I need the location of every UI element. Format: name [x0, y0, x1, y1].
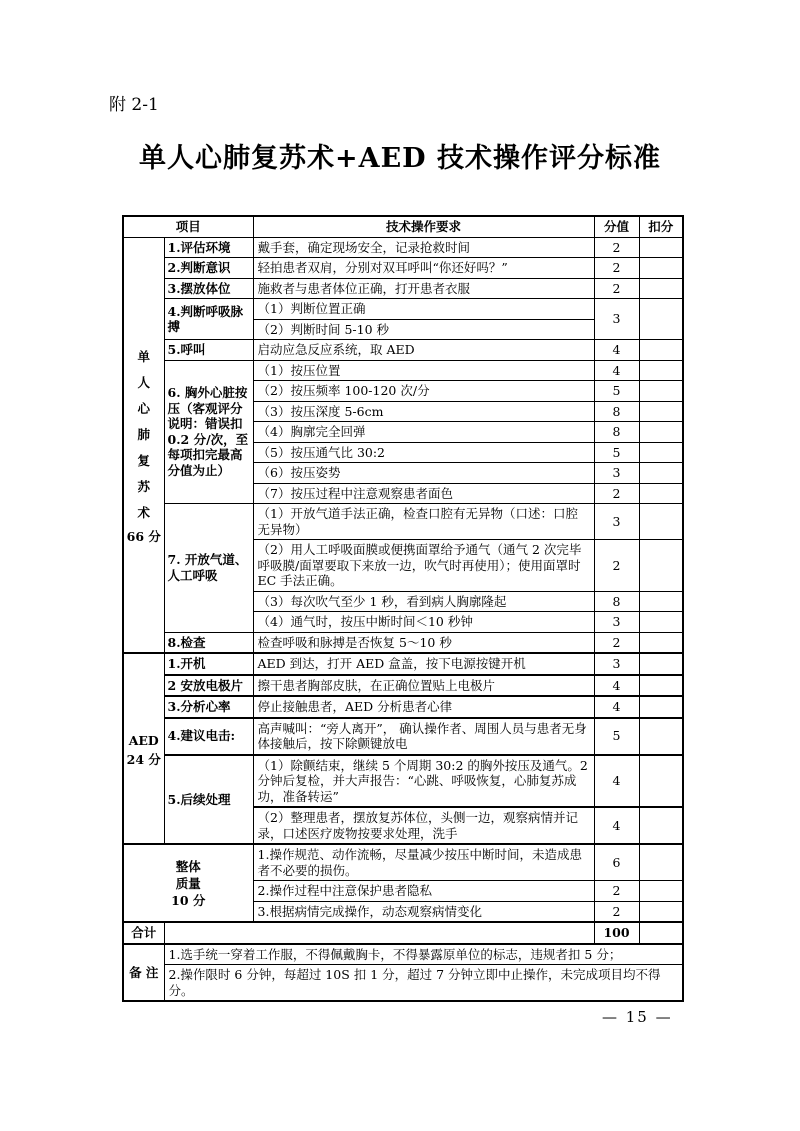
score-cell: 2	[594, 483, 639, 504]
item-name-cell: 5.呼叫	[164, 340, 253, 361]
requirement-cell: 1.操作规范、动作流畅，尽量减少按压中断时间，未造成患者不必要的损伤。	[253, 844, 594, 881]
score-table-body	[123, 237, 683, 1001]
deduction-cell	[639, 675, 683, 697]
item-name-cell: 1.开机	[164, 653, 253, 675]
deduction-cell	[639, 612, 683, 633]
requirement-cell: （2）用人工呼吸面膜或便携面罩给予通气（通气 2 次完毕呼吸膜/面罩要取下来放一边，吹气时再使用）；使用面罩时 EC 手法正确。	[253, 540, 594, 592]
deduction-cell	[639, 258, 683, 279]
deduction-cell	[639, 360, 683, 381]
table-row	[123, 632, 683, 653]
requirement-cell: （7）按压过程中注意观察患者面色	[253, 483, 594, 504]
deduction-cell	[639, 591, 683, 612]
score-cell: 4	[594, 696, 639, 718]
deduction-cell	[639, 653, 683, 675]
deduction-cell	[639, 483, 683, 504]
score-cell: 6	[594, 844, 639, 881]
requirement-cell: （1）判断位置正确	[253, 299, 594, 320]
header-requirement: 技术操作要求	[253, 216, 594, 237]
score-cell: 5	[594, 381, 639, 402]
note-line-cell: 2.操作限时 6 分钟，每超过 10S 扣 1 分，超过 7 分钟立即中止操作，未完成项目均不得分。	[164, 965, 683, 1002]
notes-label-cell: 备 注	[123, 944, 164, 1002]
score-cell: 2	[594, 901, 639, 922]
requirement-cell: 启动应急反应系统，取 AED	[253, 340, 594, 361]
requirement-cell: 2.操作过程中注意保护患者隐私	[253, 881, 594, 902]
table-row	[123, 299, 683, 320]
header-deduction: 扣分	[639, 216, 683, 237]
deduction-cell	[639, 340, 683, 361]
total-label-cell: 合计	[123, 922, 164, 944]
requirement-cell: 检查呼吸和脉搏是否恢复 5～10 秒	[253, 632, 594, 653]
table-row	[123, 360, 683, 381]
section-label-cell: AED 24 分	[123, 653, 164, 844]
score-cell: 8	[594, 591, 639, 612]
requirement-cell: （2）按压频率 100-120 次/分	[253, 381, 594, 402]
requirement-cell: （5）按压通气比 30:2	[253, 442, 594, 463]
requirement-cell: （1）开放气道手法正确，检查口腔有无异物（口述：口腔无异物）	[253, 504, 594, 540]
requirement-cell: （1）按压位置	[253, 360, 594, 381]
item-name-cell: 2.判断意识	[164, 258, 253, 279]
item-name-cell: 5.后续处理	[164, 755, 253, 845]
page-title: 单人心肺复苏术+AED 技术操作评分标准	[139, 143, 661, 174]
requirement-cell: （3）每次吹气至少 1 秒，看到病人胸廓隆起	[253, 591, 594, 612]
score-cell: 2	[594, 237, 639, 258]
deduction-cell	[639, 881, 683, 902]
deduction-cell	[639, 901, 683, 922]
score-cell: 4	[594, 675, 639, 697]
table-row	[123, 718, 683, 755]
table-header-row	[123, 216, 683, 237]
score-cell: 2	[594, 632, 639, 653]
header-item: 项目	[123, 216, 253, 237]
table-row	[123, 504, 683, 540]
score-cell: 3	[594, 653, 639, 675]
section-label-cell: 整体 质量 10 分	[123, 844, 253, 922]
requirement-cell: 高声喊叫：“旁人离开”， 确认操作者、周围人员与患者无身体接触后，按下除颤键放电	[253, 718, 594, 755]
deduction-cell	[639, 299, 683, 340]
table-row	[123, 340, 683, 361]
deduction-cell	[639, 696, 683, 718]
requirement-cell: （3）按压深度 5-6cm	[253, 401, 594, 422]
score-cell: 2	[594, 881, 639, 902]
requirement-cell: （1）除颤结束，继续 5 个周期 30:2 的胸外按压及通气。2 分钟后复检，并大声报告：“心跳、呼吸恢复，心肺复苏成功，准备转运”	[253, 755, 594, 808]
table-row	[123, 696, 683, 718]
item-name-cell: 4.建议电击:	[164, 718, 253, 755]
header-score: 分值	[594, 216, 639, 237]
item-name-cell: 2 安放电极片	[164, 675, 253, 697]
requirement-cell: （2）判断时间 5-10 秒	[253, 319, 594, 340]
table-row	[123, 755, 683, 808]
item-name-cell: 3.分析心率	[164, 696, 253, 718]
score-cell: 5	[594, 718, 639, 755]
deduction-cell	[639, 401, 683, 422]
deduction-cell	[639, 632, 683, 653]
requirement-cell: 3.根据病情完成操作，动态观察病情变化	[253, 901, 594, 922]
deduction-cell	[639, 422, 683, 443]
table-row	[123, 965, 683, 1002]
score-cell: 4	[594, 755, 639, 808]
item-name-cell: 6. 胸外心脏按压（客观评分说明：错误扣 0.2 分/次，至每项扣完最高分值为止）	[164, 360, 253, 504]
table-row	[123, 258, 683, 279]
page-number: — 15 —	[602, 1008, 673, 1026]
requirement-cell: （2）整理患者，摆放复苏体位，头侧一边，观察病情并记录，口述医疗废物按要求处理，洗手	[253, 807, 594, 844]
score-cell: 3	[594, 612, 639, 633]
item-name-cell: 3.摆放体位	[164, 278, 253, 299]
deduction-cell	[639, 442, 683, 463]
requirement-cell: 擦干患者胸部皮肤，在正确位置贴上电极片	[253, 675, 594, 697]
score-cell: 4	[594, 807, 639, 844]
score-cell: 4	[594, 340, 639, 361]
deduction-cell	[639, 504, 683, 540]
deduction-cell	[639, 540, 683, 592]
total-empty-cell	[164, 922, 594, 944]
requirement-cell: （6）按压姿势	[253, 463, 594, 484]
table-row	[123, 844, 683, 881]
score-cell: 8	[594, 422, 639, 443]
score-cell: 3	[594, 504, 639, 540]
requirement-cell: （4）胸廓完全回弹	[253, 422, 594, 443]
section-label-cell: 单 人 心 肺 复 苏 术 66 分	[123, 237, 164, 653]
table-row	[123, 675, 683, 697]
item-name-cell: 1.评估环境	[164, 237, 253, 258]
deduction-cell	[639, 381, 683, 402]
table-row	[123, 237, 683, 258]
item-name-cell: 7. 开放气道、 人工呼吸	[164, 504, 253, 633]
note-line-cell: 1.选手统一穿着工作服，不得佩戴胸卡，不得暴露原单位的标志，违规者扣 5 分；	[164, 944, 683, 965]
requirement-cell: AED 到达，打开 AED 盒盖，按下电源按键开机	[253, 653, 594, 675]
score-table	[122, 215, 684, 1002]
deduction-cell	[639, 844, 683, 881]
requirement-cell: 轻拍患者双肩，分别对双耳呼叫“你还好吗？”	[253, 258, 594, 279]
deduction-cell	[639, 922, 683, 944]
deduction-cell	[639, 463, 683, 484]
score-cell: 3	[594, 463, 639, 484]
table-row	[123, 653, 683, 675]
item-name-cell: 8.检查	[164, 632, 253, 653]
deduction-cell	[639, 237, 683, 258]
score-cell: 4	[594, 360, 639, 381]
score-cell: 2	[594, 278, 639, 299]
score-cell: 2	[594, 258, 639, 279]
annex-label: 附 2-1	[109, 95, 159, 115]
requirement-cell: 停止接触患者，AED 分析患者心律	[253, 696, 594, 718]
table-row	[123, 922, 683, 944]
deduction-cell	[639, 755, 683, 808]
score-cell: 8	[594, 401, 639, 422]
requirement-cell: 施救者与患者体位正确，打开患者衣服	[253, 278, 594, 299]
score-cell: 3	[594, 299, 639, 340]
total-score-cell: 100	[594, 922, 639, 944]
score-cell: 2	[594, 540, 639, 592]
deduction-cell	[639, 718, 683, 755]
deduction-cell	[639, 807, 683, 844]
score-cell: 5	[594, 442, 639, 463]
item-name-cell: 4.判断呼吸脉搏	[164, 299, 253, 340]
requirement-cell: （4）通气时，按压中断时间＜10 秒钟	[253, 612, 594, 633]
requirement-cell: 戴手套，确定现场安全，记录抢救时间	[253, 237, 594, 258]
table-row	[123, 278, 683, 299]
table-row	[123, 944, 683, 965]
deduction-cell	[639, 278, 683, 299]
